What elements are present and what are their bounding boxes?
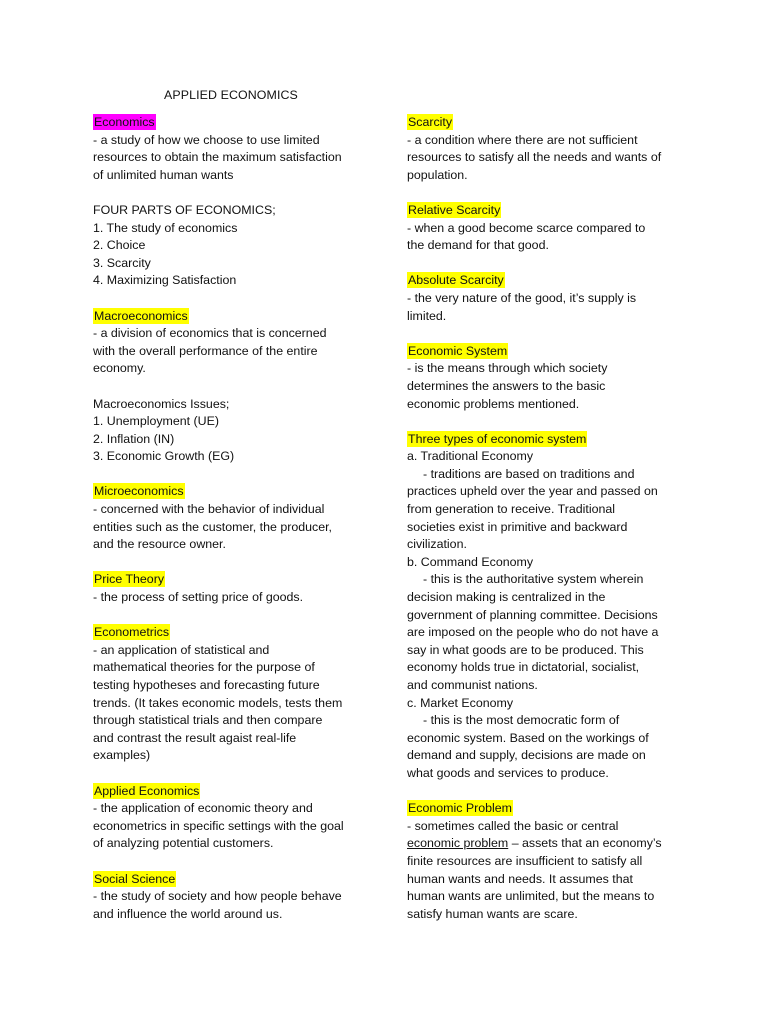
definition-line: - the very nature of the good, it’s supply is: [407, 290, 637, 305]
definition-line: - when a good become scarce compared to: [407, 220, 646, 235]
subheading-market-economy: c. Market Economy: [407, 695, 514, 710]
subheading-command-economy: b. Command Economy: [407, 554, 534, 569]
definition-line: mathematical theories for the purpose of: [93, 660, 315, 675]
definition-line: decision making is centralized in the: [407, 590, 606, 605]
definition-line-mixed: [407, 835, 682, 853]
definition-line: limited.: [407, 308, 447, 323]
list-item: 1. The study of economics: [93, 220, 238, 235]
definition-line: determines the answers to the basic: [407, 378, 606, 393]
section-price-theory: [93, 571, 373, 606]
definition-line: - an application of statistical and: [93, 642, 270, 657]
definition-line: practices upheld over the year and passed on: [407, 484, 658, 499]
list-item: 1. Unemployment (UE): [93, 414, 220, 429]
definition-line: resources to satisfy all the needs and wants of: [407, 150, 662, 165]
definition-line: human wants and needs. It assumes that: [407, 871, 633, 886]
definition-line: - the application of economic theory and: [93, 801, 313, 816]
definition-line: - traditions are based on traditions and: [423, 466, 635, 481]
section-four-parts: [93, 202, 373, 290]
definition-line: - the process of setting price of goods.: [93, 590, 304, 605]
definition-line: economic system. Based on the workings of: [407, 730, 649, 745]
section-economic-problem: [407, 800, 682, 923]
definition-fragment: – assets that an economy’s: [508, 836, 662, 851]
term-scarcity: Scarcity: [408, 115, 453, 129]
definition-line: satisfy human wants are scare.: [407, 906, 578, 921]
left-column: [93, 114, 373, 941]
term-economics: Economics: [94, 115, 155, 129]
definition-line: and influence the world around us.: [93, 906, 283, 921]
underlined-term: economic problem: [407, 836, 509, 851]
definition-line: through statistical trials and then compare: [93, 713, 323, 728]
list-item: 3. Economic Growth (EG): [93, 449, 235, 464]
definition-line: demand and supply, decisions are made on: [407, 748, 646, 763]
definition-line: resources to obtain the maximum satisfaction: [93, 150, 342, 165]
list-item: 2. Choice: [93, 238, 146, 253]
term-price-theory: Price Theory: [94, 572, 165, 587]
term-economic-system: Economic System: [408, 343, 508, 358]
definition-line: civilization.: [407, 537, 467, 552]
right-column: [407, 114, 682, 941]
definition-line: and contrast the result agaist real-life: [93, 730, 297, 745]
definition-line: government of planning committee. Decisions: [407, 607, 658, 622]
definition-line: and communist nations.: [407, 678, 538, 692]
definition-line: economy.: [93, 361, 146, 376]
section-social-science: [93, 871, 373, 924]
term-three-types: Three types of economic system: [408, 431, 587, 446]
definition-line: human wants are unlimited, but the means to: [407, 889, 655, 904]
section-microeconomics: [93, 483, 373, 553]
definition-line: economic problems mentioned.: [407, 396, 580, 411]
term-absolute-scarcity: Absolute Scarcity: [408, 273, 504, 288]
term-macroeconomics: Macroeconomics: [94, 308, 188, 323]
definition-line: finite resources are insufficient to satisfy all: [407, 853, 643, 868]
term-social-science: Social Science: [94, 871, 176, 886]
definition-line: say in what goods are to be produced. This: [407, 642, 644, 657]
definition-line: - a study of how we choose to use limited: [93, 132, 320, 147]
definition-line: economy holds true in dictatorial, socialist,: [407, 660, 640, 675]
definition-line: of unlimited human wants: [93, 167, 234, 182]
definition-line: are imposed on the people who do not have a: [407, 625, 659, 640]
definition-line: - the study of society and how people behave: [93, 889, 342, 904]
definition-line: examples): [93, 748, 151, 763]
definition-line: trends. (It takes economic models, tests them: [93, 695, 343, 710]
section-relative-scarcity: [407, 202, 682, 255]
term-relative-scarcity: Relative Scarcity: [408, 202, 501, 217]
term-economic-problem: Economic Problem: [408, 801, 512, 816]
term-econometrics: Econometrics: [94, 625, 170, 640]
definition-line: - a division of economics that is concerned: [93, 326, 327, 341]
definition-line: - this is the authoritative system wherein: [423, 572, 644, 587]
section-applied-economics: [93, 783, 373, 853]
page-title: APPLIED ECONOMICS: [164, 88, 298, 102]
definition-line: of analyzing potential customers.: [93, 836, 274, 851]
definition-line: - a condition where there are not sufficient: [407, 132, 638, 147]
definition-line: econometrics in specific settings with the goal: [93, 818, 344, 833]
list-item: 2. Inflation (IN): [93, 431, 175, 446]
definition-line: testing hypotheses and forecasting future: [93, 678, 320, 692]
definition-line: - concerned with the behavior of individual: [93, 502, 325, 517]
definition-line: population.: [407, 167, 468, 182]
definition-line: the demand for that good.: [407, 238, 549, 253]
list-heading: Macroeconomics Issues;: [93, 396, 230, 411]
definition-line: what goods and services to produce.: [407, 765, 609, 780]
term-applied-economics: Applied Economics: [94, 783, 200, 798]
definition-line: with the overall performance of the entire: [93, 343, 318, 358]
section-economics: [93, 114, 373, 184]
list-heading: FOUR PARTS OF ECONOMICS;: [93, 202, 276, 217]
definition-line: from generation to receive. Traditional: [407, 502, 615, 517]
definition-line: - this is the most democratic form of: [423, 713, 620, 728]
section-macroeconomics: [93, 308, 373, 378]
list-item: 3. Scarcity: [93, 255, 151, 270]
section-macro-issues: [93, 396, 373, 466]
section-absolute-scarcity: [407, 272, 682, 325]
definition-line: - is the means through which society: [407, 361, 608, 376]
subheading-traditional-economy: a. Traditional Economy: [407, 449, 534, 464]
definition-line: societies exist in primitive and backward: [407, 519, 628, 534]
definition-line: - sometimes called the basic or central: [407, 818, 619, 833]
section-economic-system: [407, 343, 682, 413]
section-three-types: [407, 431, 682, 783]
section-scarcity: [407, 114, 682, 184]
list-item: 4. Maximizing Satisfaction: [93, 273, 237, 288]
term-microeconomics: Microeconomics: [94, 484, 184, 499]
definition-line: entities such as the customer, the producer,: [93, 519, 332, 534]
definition-line: and the resource owner.: [93, 537, 226, 552]
section-econometrics: [93, 624, 373, 765]
